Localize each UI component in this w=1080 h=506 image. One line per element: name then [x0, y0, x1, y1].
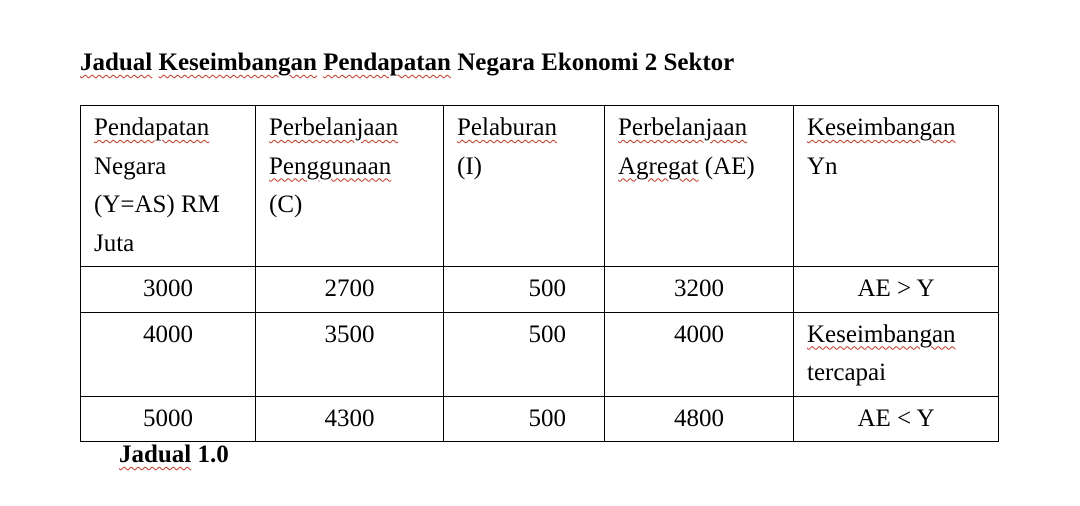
status-text: Keseimbangan — [807, 320, 956, 348]
header-text: Penggunaan — [269, 152, 392, 180]
header-text: Perbelanjaan — [618, 114, 748, 141]
header-text: (I) — [457, 152, 482, 180]
cell-investment: 500 — [444, 312, 605, 396]
header-text: Pelaburan — [457, 114, 557, 141]
title-rest: Negara Ekonomi 2 Sektor — [457, 49, 735, 76]
table-row — [81, 396, 999, 442]
status-text: tercapai — [807, 359, 887, 386]
header-cell-equilibrium — [794, 106, 999, 267]
cell-income: 4000 — [81, 312, 256, 396]
header-text: Yn — [807, 152, 838, 180]
title-word: Jadual — [80, 49, 153, 76]
header-text: Agregat — [618, 152, 699, 180]
cell-aggregate-expenditure: 4000 — [605, 312, 794, 396]
header-text: Keseimbangan — [807, 114, 956, 141]
cell-consumption: 2700 — [256, 267, 444, 313]
header-cell-aggregate-expenditure — [605, 106, 794, 267]
table-header-row — [81, 106, 999, 267]
header-text: Pendapatan — [94, 114, 210, 141]
caption-number: 1.0 — [197, 441, 229, 468]
header-text: Negara (Y=AS) RM Juta — [94, 152, 220, 257]
cell-equilibrium: AE < Y — [794, 396, 999, 442]
table-caption — [119, 438, 229, 472]
cell-aggregate-expenditure: 4800 — [605, 396, 794, 442]
equilibrium-table — [80, 105, 999, 442]
header-text: (C) — [269, 191, 303, 218]
cell-equilibrium — [794, 312, 999, 396]
header-cell-income — [81, 106, 256, 267]
cell-income: 3000 — [81, 267, 256, 313]
caption-word: Jadual — [119, 441, 192, 468]
title-word: Keseimbangan — [158, 49, 317, 76]
cell-income: 5000 — [81, 396, 256, 442]
header-cell-consumption — [256, 106, 444, 267]
table-row — [81, 267, 999, 313]
table-row — [81, 312, 999, 396]
header-cell-investment — [444, 106, 605, 267]
document-title — [80, 46, 734, 80]
cell-consumption: 3500 — [256, 312, 444, 396]
header-text: Perbelanjaan — [269, 114, 399, 141]
cell-consumption: 4300 — [256, 396, 444, 442]
cell-investment: 500 — [444, 267, 605, 313]
title-word: Pendapatan — [323, 49, 451, 76]
cell-aggregate-expenditure: 3200 — [605, 267, 794, 313]
cell-investment: 500 — [444, 396, 605, 442]
header-text: (AE) — [704, 152, 755, 180]
cell-equilibrium: AE > Y — [794, 267, 999, 313]
